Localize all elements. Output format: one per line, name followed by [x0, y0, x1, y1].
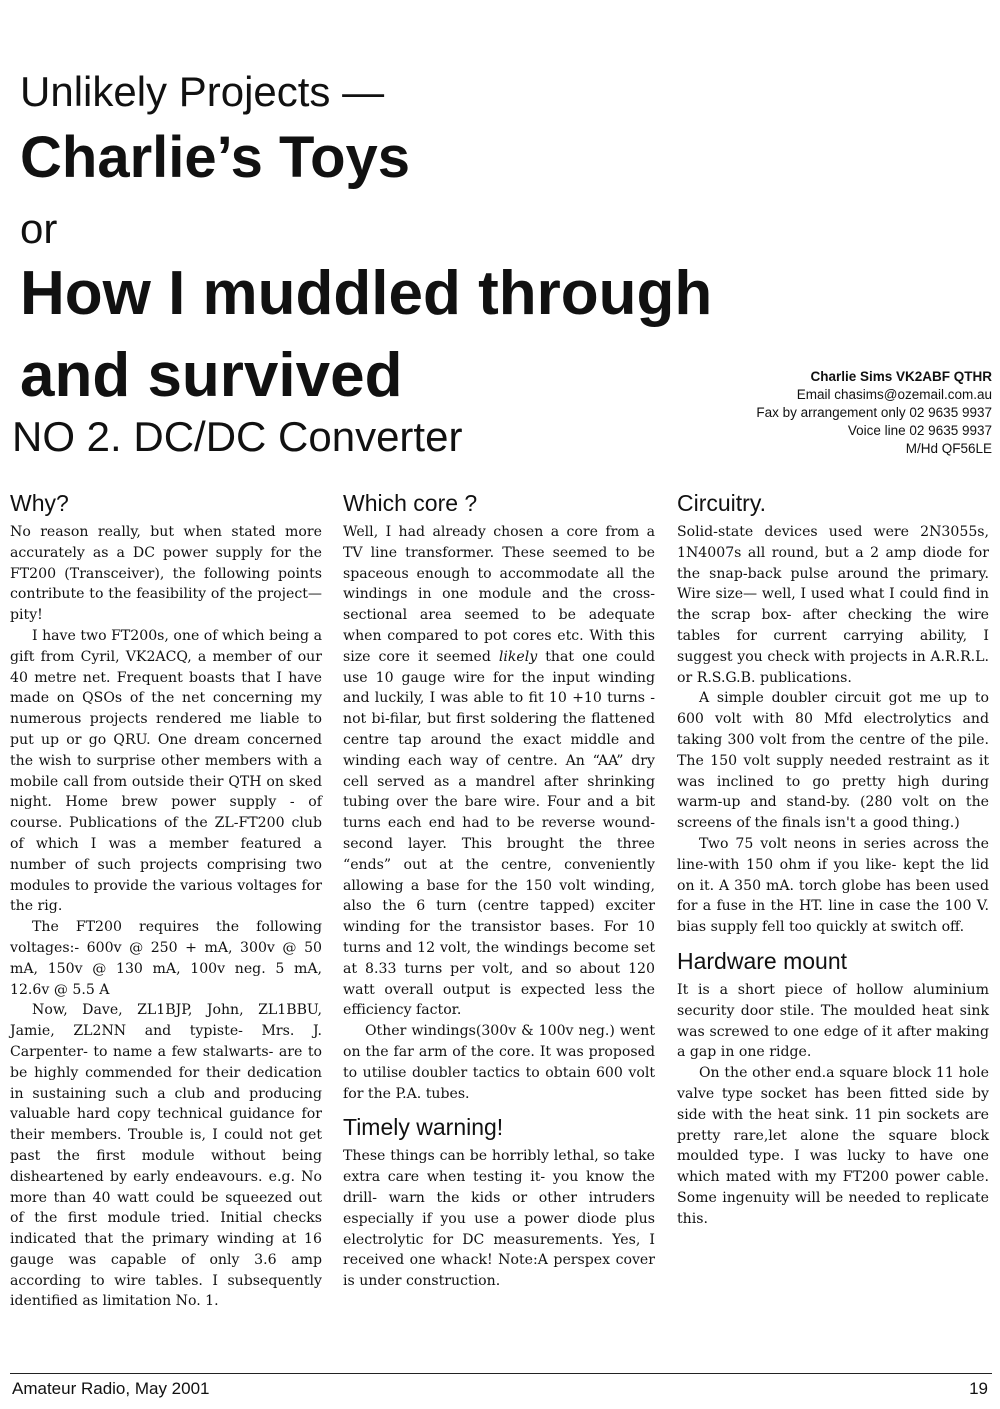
author-name: Charlie Sims VK2ABF QTHR	[810, 369, 992, 384]
paragraph: On the other end.a square block 11 hole valve type socket has been fitted side by side with the heat sink. 11 pin sockets are pretty rare,let alone the square block moulded type. I was lucky to have one which mated with my FT200 power cable. Some ingenuity will be needed to replicate this.	[677, 1065, 989, 1227]
series-title: Unlikely Projects —	[20, 68, 385, 115]
alt-title-line-2: and survived	[20, 341, 403, 410]
paragraph: Two 75 volt neons in series across the line-with 150 ohm if you like- kept the lid on it. A 350 mA. torch globe has been used for a fuse in the HT. line in case the 100 V. bias supply fell too quickly at switch off.	[677, 835, 989, 936]
paragraph: I have two FT200s, one of which being a gift from Cyril, VK2ACQ, a member of our 40 metre net. Frequent boasts that I have made on QSOs of the net concerning my numerous projects rendered me liable to put up or go QRU. One dream concerned the wish to surprise other members with a mobile call from outside their QTH on sked night. Home brew power supply - of course. Publications of the ZL-FT200 club of which I was a member featured a number of such projects comprising two modules to provide the various voltages for the rig.	[10, 627, 322, 915]
article-subtitle: NO 2. DC/DC Converter	[12, 413, 463, 460]
paragraph: Now, Dave, ZL1BJP, John, ZL1BBU, Jamie, ZL2NN and typiste- Mrs. J. Carpenter- to name a few stalwarts- are to be highly commended for their dedication in sustaining such a club and producing valuable hard copy technical guidance for their members. Trouble is, I could not get past the first module without being disheartened by early endeavours. e.g. No more than 40 watt could be squeezed out of the first module tried. Initial checks indicated that the primary winding at 16 gauge was capable of only 3.6 amp according to wire tables. I subsequently identified as limitation No. 1.	[10, 1002, 322, 1310]
footer-rule	[10, 1373, 992, 1374]
paragraph: These things can be horribly lethal, so take extra care when testing it- you know the drill- warn the kids or other intruders especially if you use a power diode plus electrolytic for DC measurements. Yes, I received one whack! Note:A perspex cover is under construction.	[343, 1148, 655, 1290]
article-title: Charlie’s Toys	[20, 125, 411, 190]
section-heading-why: Why?	[10, 490, 69, 516]
column-1	[10, 488, 322, 1312]
paragraph: The FT200 requires the following voltages:- 600v @ 250 + mA, 300v @ 50 mA, 150v @ 130 mA, 100v neg. 5 mA, 12.6v @ 5.5 A	[10, 919, 322, 998]
page-number: 19	[969, 1379, 988, 1398]
author-voice: Voice line 02 9635 9937	[847, 423, 992, 438]
paragraph: Solid-state devices used were 2N3055s, 1N4007s all round, but a 2 amp diode for the snap-back pulse around the primary. Wire size— well, I used what I could find in the scrap box- after checking the wire tables for current carrying ability, I suggest you check with projects in A.R.R.L. or R.S.G.B. publications.	[677, 524, 989, 686]
paragraph: Other windings(300v & 100v neg.) went on the far arm of the core. It was proposed to utilise doubler tactics to obtain 600 volt for the P.A. tubes.	[343, 1023, 655, 1102]
author-byline	[572, 368, 992, 458]
paragraph: It is a short piece of hollow aluminium security door stile. The moulded heat sink was screwed to one edge of it after making a gap in one ridge.	[677, 981, 989, 1061]
emphasis: likely	[498, 648, 538, 665]
paragraph	[343, 522, 655, 1021]
text-run: Well, I had already chosen a core from a TV line transformer. These seemed to be spaceous enough to accommodate all the windings in one module and the cross-sectional area seemed to be adequate when compared to pot cores etc. With this size core it seemed	[343, 524, 655, 665]
section-heading-hardware: Hardware mount	[677, 947, 848, 974]
section-heading-circuitry: Circuitry.	[677, 490, 767, 516]
publication-name: Amateur Radio, May 2001	[12, 1379, 210, 1398]
author-fax: Fax by arrangement only 02 9635 9937	[756, 405, 992, 420]
column-2	[343, 488, 655, 1292]
author-email: Email chasims@ozemail.com.au	[796, 387, 992, 402]
section-heading-warning: Timely warning!	[343, 1114, 504, 1141]
text-run: that one could use 10 gauge wire for the input winding and luckily, I was able to fit 10 +10 turns - not bi-filar, but first soldering the flattened centre tap around the exact middle and winding each way of centre. An “AA” dry cell served as a mandrel after shrinking tubing over the bare wire. Four and a bit turns each end had to be reverse wound-second layer. This brought the three “ends” out at the centre, conveniently allowing a base for the 150 volt winding, also the 6 turn (centre tapped) exciter winding for the transistor bases. For 10 turns and 12 volt, the windings become set at 8.33 turns per volt, and so about 120 watt overall output is expected less the efficiency factor.	[343, 648, 655, 1019]
title-conjunction: or	[20, 205, 58, 252]
paragraph: A simple doubler circuit got me up to 600 volt with 80 Mfd electrolytics and taking 300 volt from the centre of the pile. The 150 volt supply needed restraint as it was inclined to go pretty high during warm-up and stand-by. (280 volt on the screens of the finals isn't a good thing.)	[677, 690, 989, 832]
alt-title-line-1: How I muddled through	[20, 259, 713, 328]
column-3	[677, 488, 989, 1230]
paragraph: No reason really, but when stated more accurately as a DC power supply for the FT200 (Transceiver), the following points contribute to the feasibility of the project—pity!	[10, 524, 322, 624]
section-heading-core: Which core ?	[343, 490, 478, 516]
author-locator: M/Hd QF56LE	[905, 441, 992, 456]
